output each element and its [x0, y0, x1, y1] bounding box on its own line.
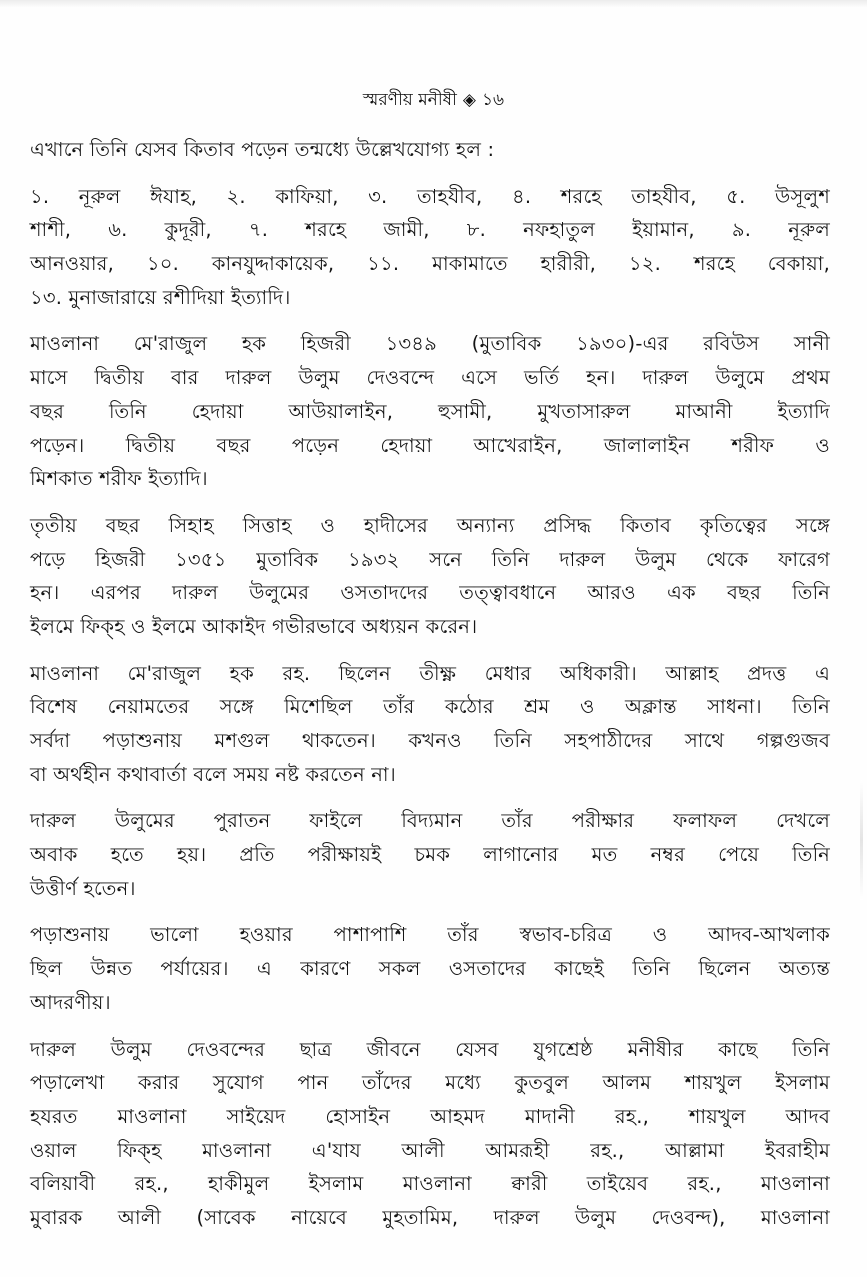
- running-header: [0, 88, 867, 112]
- text-line: ওয়াল ফিক্‌হ মাওলানা এ'যায আলী আমরূহী রহ., আল্লামা ইবরাহীম: [30, 1138, 830, 1162]
- text-line: ইলমে ফিক্‌হ ও ইলমে আকাইদ গভীরভাবে অধ্যয়ন করেন।: [30, 614, 478, 638]
- paragraph-third-year: [30, 509, 830, 644]
- paragraph-character: [30, 918, 830, 1019]
- paragraph-admission: [30, 327, 830, 495]
- text-line: সর্বদা পড়াশুনায় মশগুল থাকতেন। কখনও তিনি সহপাঠীদের সাথে গল্পগুজব: [30, 729, 830, 752]
- book-title: স্মরণীয় মনীষী: [362, 90, 457, 110]
- text-line: পড়েন। দ্বিতীয় বছর পড়েন হেদায়া আখেরাইন, জালালাইন শরীফ ও: [30, 433, 830, 457]
- text-line: শাশী, ৬. কুদূরী, ৭. শরহে জামী, ৮. নফহাতুল ইয়ামান, ৯. নূরুল: [30, 218, 830, 242]
- text-line: পড়াশুনায় ভালো হওয়ার পাশাপাশি তাঁর স্বভাব-চরিত্র ও আদব-আখলাক: [30, 923, 830, 947]
- text-line: দারুল উলুম দেওবন্দের ছাত্র জীবনে যেসব যুগশ্রেষ্ঠ মনীষীর কাছে তিনি: [30, 1037, 830, 1061]
- text-line: হযরত মাওলানা সাইয়েদ হোসাইন আহমদ মাদানী রহ., শায়খুল আদব: [30, 1104, 830, 1128]
- ornament-icon: ◈: [462, 90, 476, 110]
- text-line: ছিল উন্নত পর্যায়ের। এ কারণে সকল ওসতাদের কাছেই তিনি ছিলেন অত্যন্ত: [30, 957, 830, 981]
- page-number: ১৬: [482, 90, 505, 110]
- text-line: আদরণীয়।: [30, 990, 111, 1014]
- paragraph-talent: [30, 657, 830, 792]
- body-text: [30, 133, 830, 1248]
- text-line: মাওলানা মে'রাজুল হক হিজরী ১৩৪৯ (মুতাবিক ১৯৩০)-এর রবিউস সানী: [30, 332, 830, 356]
- text-line: দারুল উলুমের পুরাতন ফাইলে বিদ্যমান তাঁর পরীক্ষার ফলাফল দেখলে: [30, 809, 830, 833]
- text-line: মুবারক আলী (সাবেক নায়েবে মুহতামিম, দারুল উলুম দেওবন্দ), মাওলানা: [30, 1205, 830, 1229]
- text-line: বলিয়াবী রহ., হাকীমুল ইসলাম মাওলানা ক্বারী তাইয়েব রহ., মাওলানা: [30, 1172, 830, 1196]
- text-line: ১৩. মুনাজারায়ে রশীদিয়া ইত্যাদি।: [30, 285, 291, 309]
- paragraph-teachers: [30, 1033, 830, 1235]
- text-line: পড়ে হিজরী ১৩৫১ মুতাবিক ১৯৩২ সনে তিনি দারুল উলুম থেকে ফারেগ: [30, 547, 830, 571]
- text-line: পড়ালেখা করার সুযোগ পান তাঁদের মধ্যে কুতবুল আলম শায়খুল ইসলাম: [30, 1071, 830, 1095]
- text-line: অবাক হতে হয়। প্রতি পরীক্ষায়ই চমক লাগানোর মত নম্বর পেয়ে তিনি: [30, 843, 830, 867]
- text-line: হন। এরপর দারুল উলুমের ওসতাদদের তত্ত্বাবধানে আরও এক বছর তিনি: [30, 581, 830, 605]
- text-line: এখানে তিনি যেসব কিতাব পড়েন তন্মধ্যে উল্লেখযোগ্য হল :: [30, 138, 495, 161]
- text-line: তৃতীয় বছর সিহাহ সিত্তাহ ও হাদীসের অন্যান্য প্রসিদ্ধ কিতাব কৃতিত্বের সঙ্গে: [30, 513, 830, 537]
- page-edge-shadow: [860, 780, 863, 900]
- text-line: মাসে দ্বিতীয় বার দারুল উলুম দেওবন্দে এসে ভর্তি হন। দারুল উলুমে প্রথম: [30, 366, 830, 390]
- page-top-edge: [0, 0, 867, 8]
- text-line: বছর তিনি হেদায়া আউয়ালাইন, হুসামী, মুখতাসারুল মাআনী ইত্যাদি: [30, 399, 830, 423]
- paragraph-intro: [30, 133, 830, 167]
- paragraph-book-list: [30, 180, 830, 315]
- text-line: বা অর্থহীন কথাবার্তা বলে সময় নষ্ট করতেন না।: [30, 762, 396, 786]
- text-line: আনওয়ার, ১০. কানযুদ্দাকায়েক, ১১. মাকামাতে হারীরী, ১২. শরহে বেকায়া,: [30, 252, 830, 276]
- text-line: উত্তীর্ণ হতেন।: [30, 876, 136, 900]
- text-line: ১. নূরুল ঈযাহ, ২. কাফিয়া, ৩. তাহযীব, ৪. শরহে তাহযীব, ৫. উসূলুশ: [30, 184, 830, 208]
- text-line: মিশকাত শরীফ ইত্যাদি।: [30, 467, 208, 491]
- text-line: বিশেষ নেয়ামতের সঙ্গে মিশেছিল তাঁর কঠোর শ্রম ও অক্লান্ত সাধনা। তিনি: [30, 695, 830, 719]
- paragraph-results: [30, 804, 830, 905]
- text-line: মাওলানা মে'রাজুল হক রহ. ছিলেন তীক্ষ্ণ মেধার অধিকারী। আল্লাহ প্রদত্ত এ: [30, 661, 830, 685]
